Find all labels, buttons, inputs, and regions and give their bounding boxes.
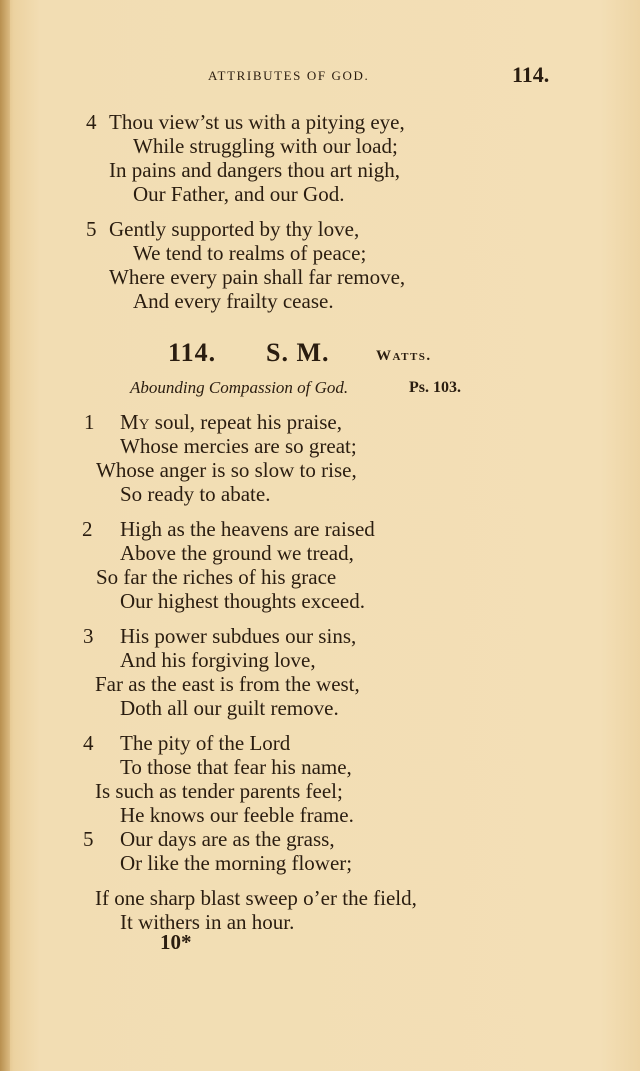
verse-line: Our Father, and our God.	[133, 182, 345, 206]
verse-line: Whose anger is so slow to rise,	[96, 458, 357, 482]
verse-line: Or like the morning flower;	[120, 851, 353, 875]
stanza-number: 3	[83, 624, 94, 648]
hymn-author: Watts.	[376, 348, 432, 364]
verse-line: We tend to realms of peace;	[133, 241, 367, 265]
verse-line: So far the riches of his grace	[96, 565, 337, 589]
verse-line: Is such as tender parents feel;	[95, 779, 343, 803]
stanza-number: 1	[84, 410, 95, 434]
stanza-number: 4	[86, 110, 97, 134]
stanza-number: 2	[82, 517, 93, 541]
verse-line: Thou view’st us with a pitying eye,	[109, 110, 405, 134]
verse-line	[120, 410, 342, 434]
signature-mark: 10*	[160, 930, 192, 954]
verse-line: Whose mercies are so great;	[120, 434, 357, 458]
verse-line: Gently supported by thy love,	[109, 217, 360, 241]
verse-line: It withers in an hour.	[120, 910, 295, 934]
verse-line: Our days are as the grass,	[120, 827, 335, 851]
verse-line: High as the heavens are raised	[120, 517, 375, 541]
hymn-heading	[0, 338, 640, 372]
verse-line: And his forgiving love,	[120, 648, 316, 672]
psalm-reference: Ps. 103.	[409, 379, 461, 396]
verse-line: To those that fear his name,	[120, 755, 352, 779]
verse-line: Far as the east is from the west,	[95, 672, 360, 696]
verse-line: In pains and dangers thou art nigh,	[109, 158, 401, 182]
running-title: ATTRIBUTES OF GOD.	[208, 68, 370, 83]
verse-line: His power subdues our sins,	[120, 624, 357, 648]
hymn-number: 114.	[168, 338, 217, 367]
verse-line: He knows our feeble frame.	[120, 803, 354, 827]
stanza-number: 5	[86, 217, 97, 241]
page-number: 114.	[512, 62, 550, 87]
verse-line-rest: soul, repeat his praise,	[149, 410, 342, 434]
verse-line: Above the ground we tread,	[120, 541, 354, 565]
first-word-capital: My	[120, 410, 150, 434]
stanza-number: 4	[83, 731, 94, 755]
verse-line: While struggling with our load;	[133, 134, 398, 158]
stanza-number: 5	[83, 827, 94, 851]
page-header	[0, 62, 640, 92]
hymn-meter: S. M.	[266, 338, 330, 367]
verse-line: Where every pain shall far remove,	[109, 265, 406, 289]
verse-line: And every frailty cease.	[133, 289, 334, 313]
hymn-subtitle: Abounding Compassion of God.	[130, 378, 349, 397]
verse-line: If one sharp blast sweep o’er the field,	[95, 886, 417, 910]
verse-line: Doth all our guilt remove.	[120, 696, 339, 720]
verse-line: Our highest thoughts exceed.	[120, 589, 365, 613]
verse-line: So ready to abate.	[120, 482, 271, 506]
page-spine-edge	[0, 0, 10, 1071]
verse-line: The pity of the Lord	[120, 731, 291, 755]
